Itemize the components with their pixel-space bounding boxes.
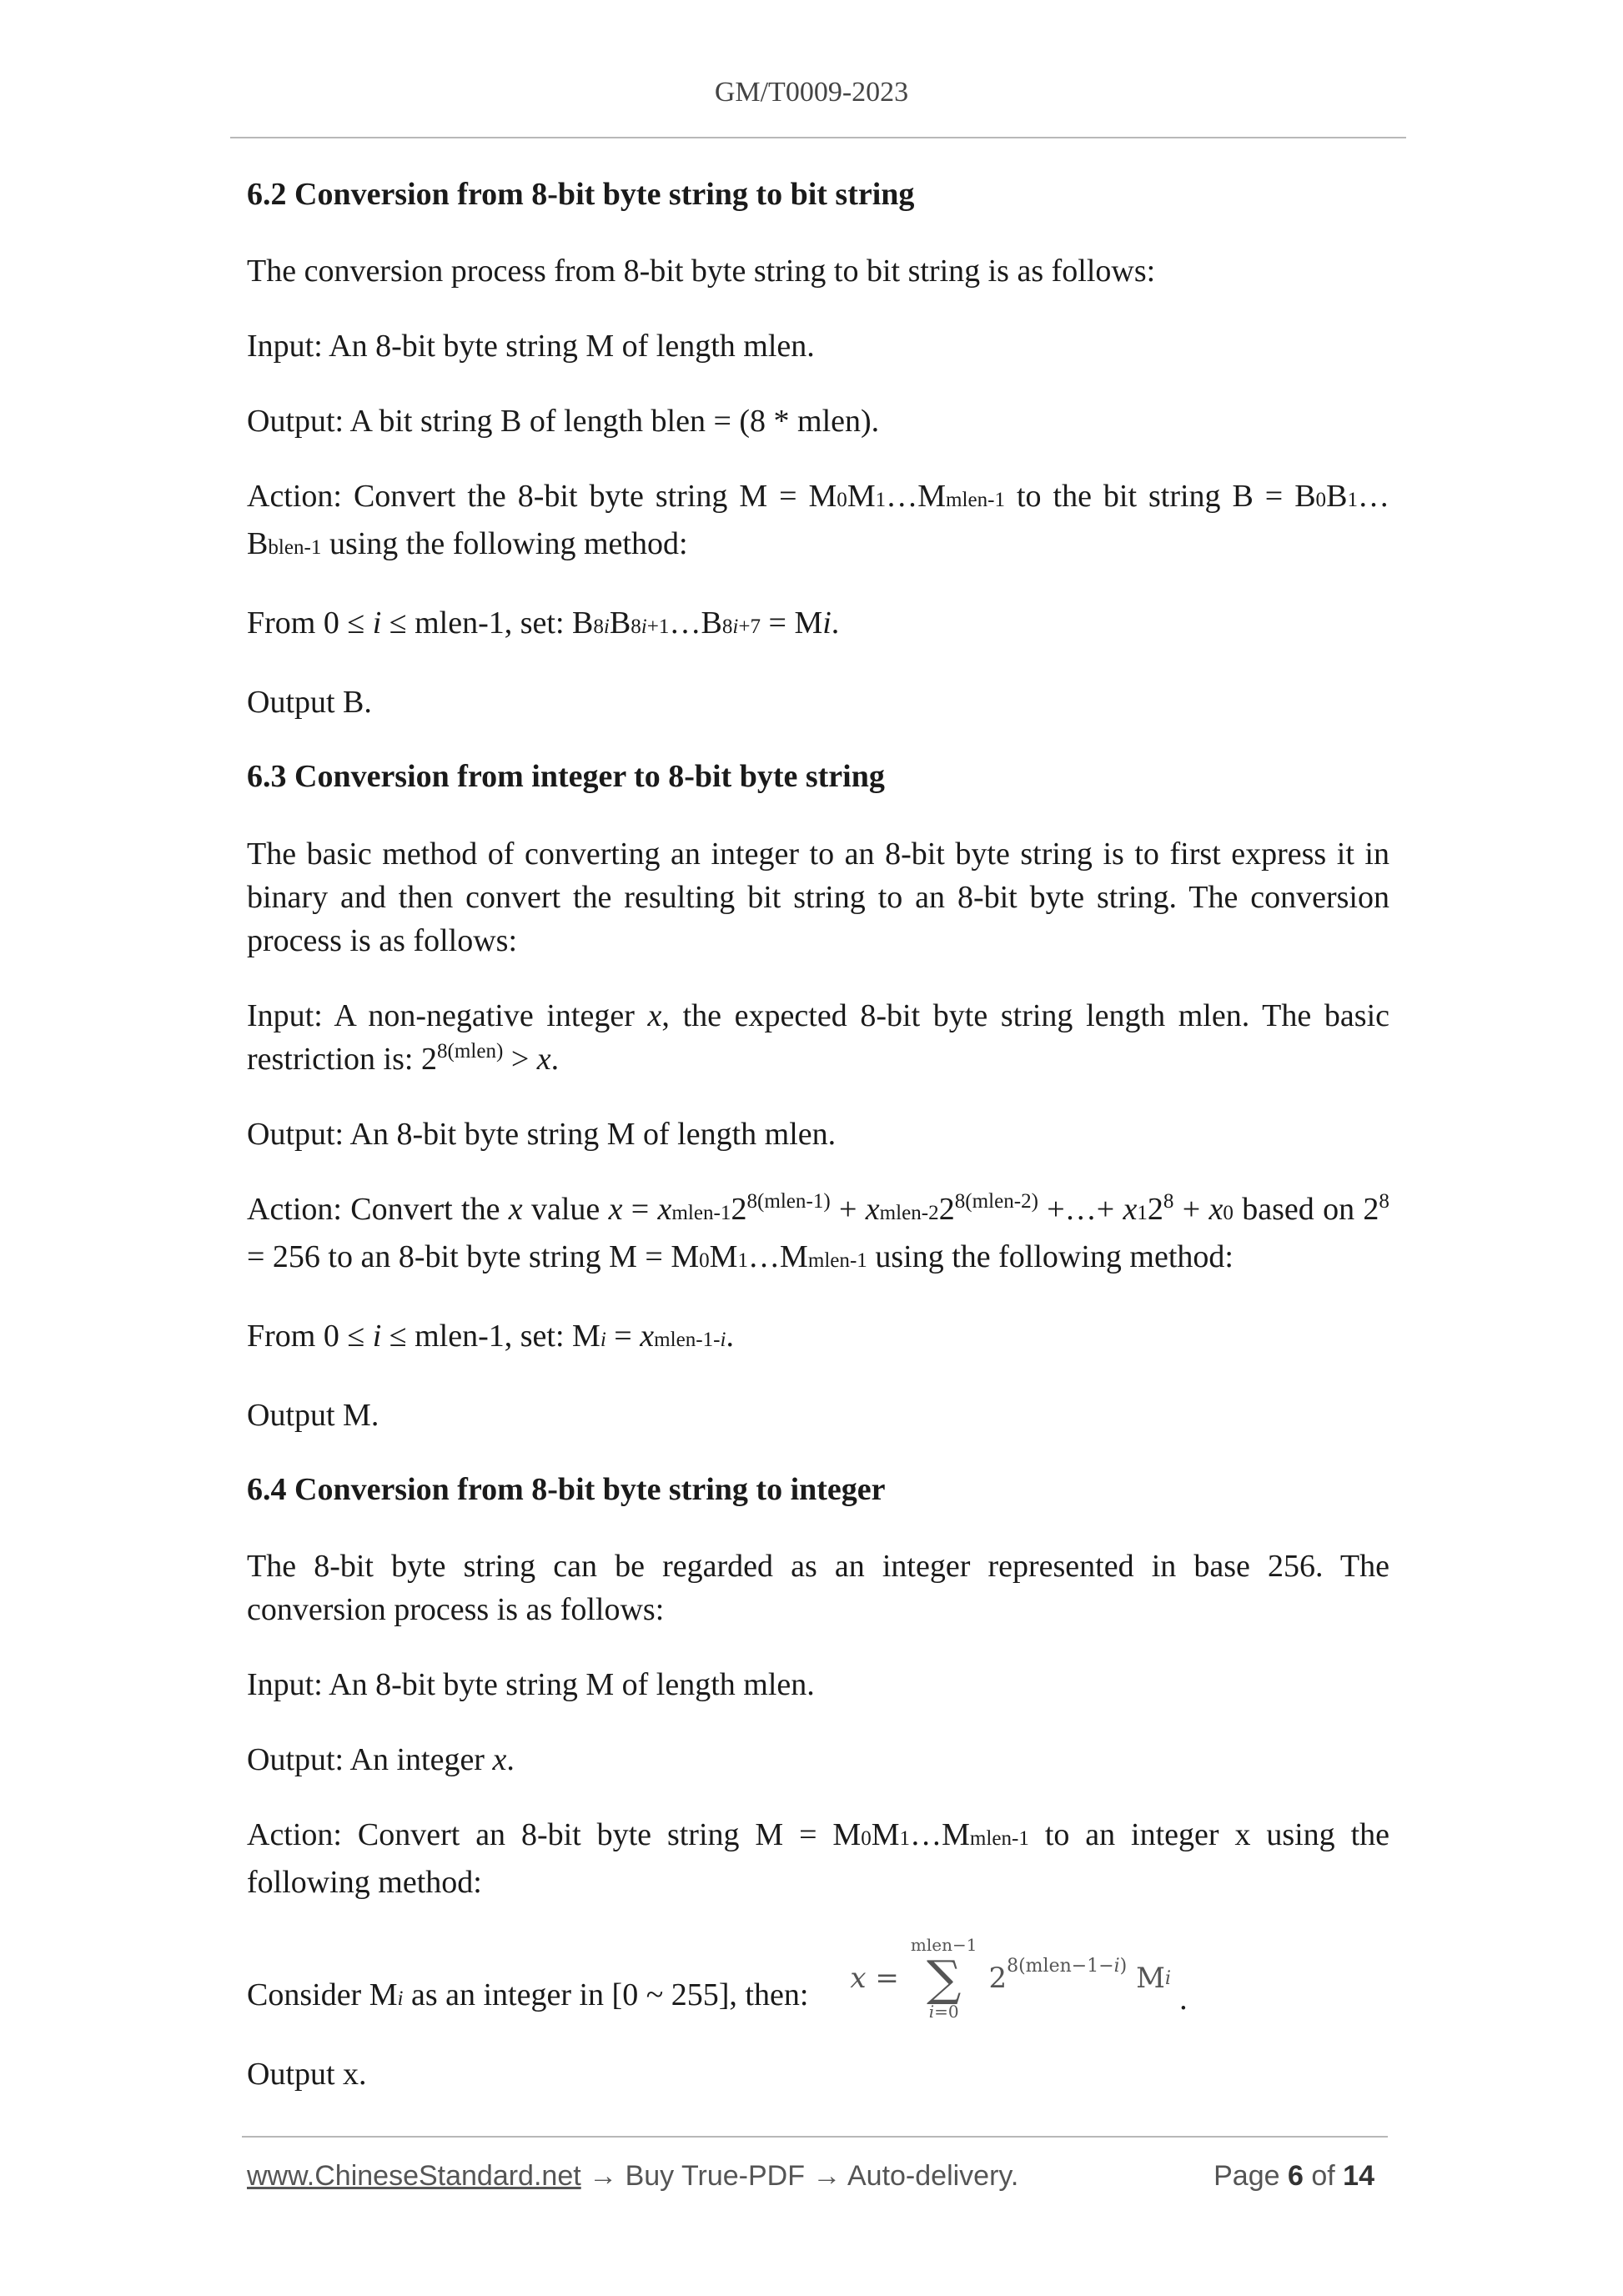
s62-result: Output B. <box>247 685 372 721</box>
s63-input: Input: A non-negative integer x, the expected 8-bit byte string length mlen. The basic restriction is: $2^{8(mlen)} > x$. <box>247 997 1390 1077</box>
s63-output: Output: An 8-bit byte string M of length mlen. <box>247 1116 837 1152</box>
formula-period: . <box>1179 1981 1188 2017</box>
of-label: of <box>1311 2160 1335 2192</box>
s64-input: Input: An 8-bit byte string M of length mlen. <box>247 1666 815 1702</box>
total-pages: 14 <box>1343 2160 1374 2192</box>
page-footer <box>247 2160 1374 2193</box>
s63-action: Action: Convert the x value x = xmlen-$12^{8(mlen-1)}$ + xmlen-$22^{8(mlen-2)}$ +…+ $x12^8 + x0$ based on $2^8 = 256$ to an 8-bit byte string M = M0M1…Mmlen-1 using the following method: <box>247 1189 1389 1274</box>
s62-intro: The conversion process from 8-bit byte string to bit string is as follows: <box>247 254 1156 289</box>
summation-formula <box>850 1936 1171 2021</box>
s64-action: Action: Convert an 8-bit byte string M = M0M1…Mmlen-1 to an integer x using the following method: <box>247 1816 1390 1900</box>
s63-intro: The basic method of converting an integer to an 8-bit byte string is to first express it in binary and then convert the resulting bit string to an 8-bit byte string. The conversion process is as follows: <box>247 836 1389 958</box>
s62-action: Action: Convert the 8-bit byte string M = M0M1…Mmlen-1 to the bit string B = B0B1…Bblen-1 using the following method: <box>247 479 1389 562</box>
footer-left <box>247 2160 1018 2193</box>
s62-loop: From 0 ≤ i ≤ mlen-1, set: B8iB8i+1…B8i+7 = Mi. <box>247 605 840 641</box>
site-link[interactable]: www.ChineseStandard.net <box>247 2160 581 2192</box>
s64-consider: Consider Mi as an integer in [0 ~ 255], then: <box>247 1977 809 2012</box>
s63-result: Output M. <box>247 1397 379 1433</box>
formula-text: x = mlen−1 ∑ i=0 2 8(mlen−1−i) M i <box>850 1934 1172 2022</box>
document-id-header: GM/T0009-2023 <box>714 77 909 108</box>
section-6-4-heading: 6.4 Conversion from 8-bit byte string to integer <box>247 1471 886 1507</box>
s62-output: Output: A bit string B of length blen = (8 * mlen). <box>247 404 880 440</box>
s63-loop: From 0 ≤ i ≤ mlen-1, set: Mi = xmlen-1-i. <box>247 1318 734 1354</box>
s64-output: Output: An integer x. <box>247 1741 515 1777</box>
footer-divider <box>242 2136 1388 2138</box>
promo-text: → Buy True-PDF → Auto-delivery. <box>589 2160 1019 2192</box>
page-number: 6 <box>1287 2160 1304 2192</box>
s64-intro: The 8-bit byte string can be regarded as an integer represented in base 256. The conversion process is as follows: <box>247 1548 1389 1627</box>
s64-result: Output x. <box>247 2056 367 2092</box>
s64-formula-line <box>247 1936 1389 2021</box>
page-body <box>247 173 1389 2128</box>
s62-input: Input: An 8-bit byte string M of length mlen. <box>247 329 815 364</box>
page-label: Page <box>1213 2160 1280 2192</box>
section-6-3-heading: 6.3 Conversion from integer to 8-bit byte string <box>247 759 885 795</box>
page-indicator <box>1213 2160 1374 2193</box>
section-6-2-heading: 6.2 Conversion from 8-bit byte string to bit string <box>247 177 915 212</box>
header-divider <box>230 137 1406 138</box>
